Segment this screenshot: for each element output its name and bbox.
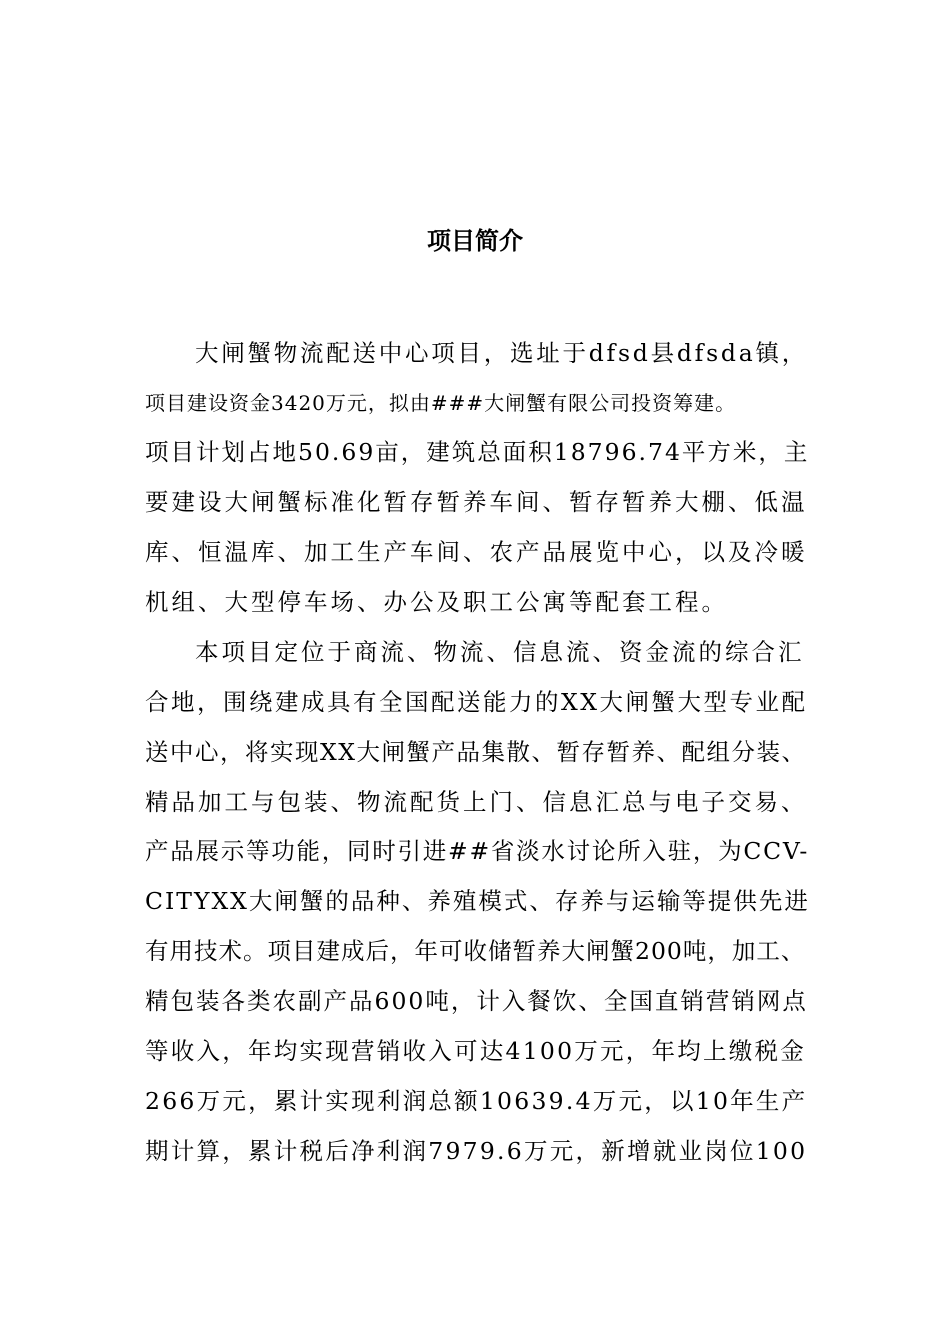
paragraph-line-13: 有用技术。项目建成后，年可收储暂养大闸蟹200吨，加工、 xyxy=(145,937,806,965)
paragraph-line-8: 合地，围绕建成具有全国配送能力的XX大闸蟹大型专业配 xyxy=(145,688,808,716)
paragraph-line-3: 项目计划占地50.69亩，建筑总面积18796.74平方米，主 xyxy=(145,438,810,466)
page-title: 项目简介 xyxy=(427,227,523,255)
paragraph-line-4: 要建设大闸蟹标准化暂存暂养车间、暂存暂养大棚、低温 xyxy=(145,488,808,516)
paragraph-line-12: CITYXX大闸蟹的品种、养殖模式、存养与运输等提供先进 xyxy=(145,887,810,915)
paragraph-line-17: 期计算，累计税后净利润7979.6万元，新增就业岗位100 xyxy=(145,1137,808,1165)
paragraph-line-9: 送中心，将实现XX大闸蟹产品集散、暂存暂养、配组分装、 xyxy=(145,738,807,766)
paragraph-line-2: 项目建设资金3420万元，拟由###大闸蟹有限公司投资筹建。 xyxy=(145,391,737,415)
paragraph-line-7: 本项目定位于商流、物流、信息流、资金流的综合汇 xyxy=(195,638,805,666)
paragraph-line-6: 机组、大型停车场、办公及职工公寓等配套工程。 xyxy=(145,588,728,616)
paragraph-line-15: 等收入，年均实现营销收入可达4100万元，年均上缴税金 xyxy=(145,1037,807,1065)
paragraph-line-1: 大闸蟹物流配送中心项目，选址于dfsd县dfsda镇， xyxy=(195,339,808,367)
paragraph-line-10: 精品加工与包装、物流配货上门、信息汇总与电子交易、 xyxy=(145,788,808,816)
paragraph-line-16: 266万元，累计实现利润总额10639.4万元，以10年生产 xyxy=(145,1087,808,1115)
paragraph-line-11: 产品展示等功能，同时引进##省淡水讨论所入驻，为CCV- xyxy=(145,837,810,865)
paragraph-line-5: 库、恒温库、加工生产车间、农产品展览中心，以及冷暖 xyxy=(145,538,808,566)
paragraph-line-14: 精包装各类农副产品600吨，计入餐饮、全国直销营销网点 xyxy=(145,987,808,1015)
